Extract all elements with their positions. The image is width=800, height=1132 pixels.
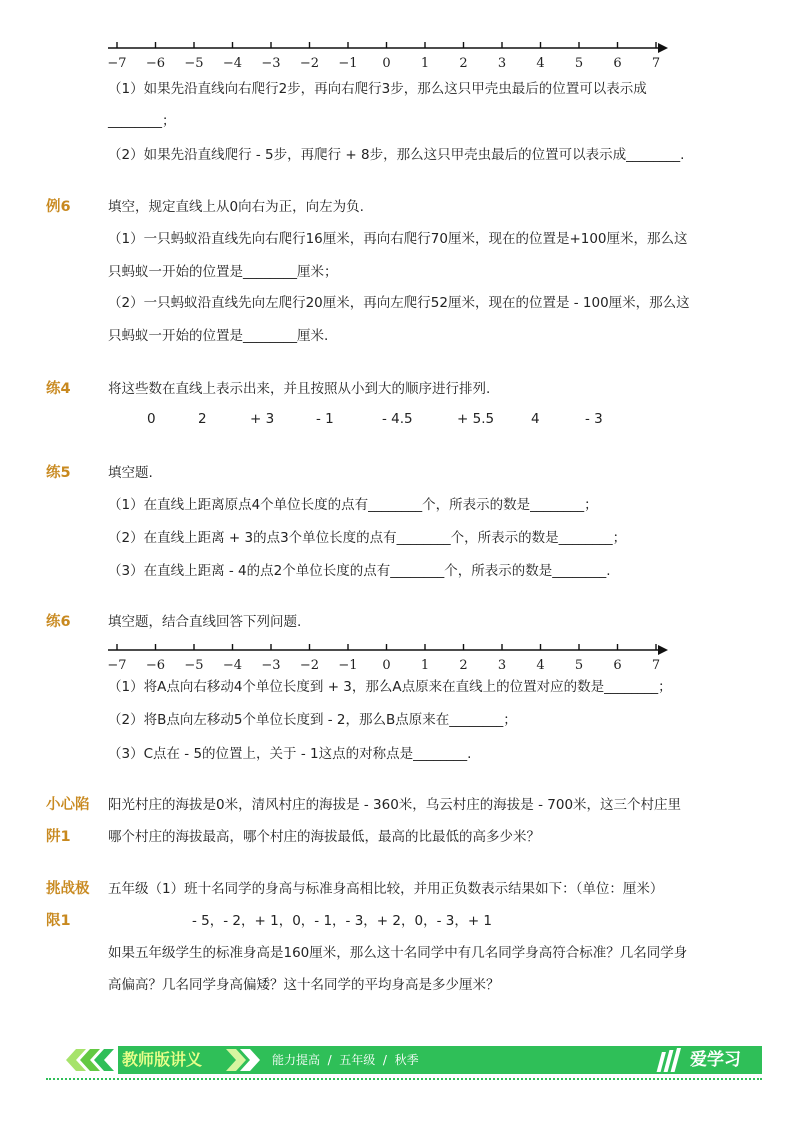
number-line-tick-label: −7 — [107, 56, 127, 71]
footer-brand: 爱学习 — [690, 1050, 741, 1070]
number-line-tick-label: 6 — [613, 658, 622, 673]
number-item: + 3 — [250, 411, 275, 427]
number-line-tick-label: −5 — [184, 658, 204, 673]
prac4-intro: 将这些数在直线上表示出来，并且按照从小到大的顺序进行排列. — [108, 381, 491, 397]
brand-logo-icon — [657, 1048, 681, 1072]
top-q1-line1: （1）如果先沿直线向右爬行2步，再向右爬行3步，那么这只甲壳虫最后的位置可以表示成 — [108, 81, 647, 97]
number-line-tick-label: −6 — [145, 56, 166, 71]
number-line-tick-label: 1 — [420, 658, 430, 673]
example-6-label: 例6 — [46, 199, 71, 215]
number-line-tick-label: 0 — [382, 56, 391, 71]
caution-label-line1: 小心陷 — [46, 797, 90, 813]
caution-label-line2: 阱1 — [46, 829, 71, 845]
prac5-q2: （2）在直线上距离 + 3的点3个单位长度的点有________个，所表示的数是________； — [108, 530, 627, 546]
number-item: + 5.5 — [457, 411, 495, 427]
number-item: 0 — [147, 411, 156, 427]
ex6-q1-line1: （1）一只蚂蚁沿直线先向右爬行16厘米，再向右爬行70厘米，现在的位置是+100厘米，那么这 — [108, 231, 688, 247]
practice-4-label: 练4 — [46, 381, 71, 397]
number-line-practice-6 — [100, 636, 680, 676]
prac5-intro: 填空题. — [108, 465, 153, 481]
number-line-tick-label: −4 — [222, 658, 243, 673]
ex6-q1-line2: 只蚂蚁一开始的位置是________厘米； — [108, 264, 338, 280]
number-line-tick-label: 7 — [651, 658, 661, 673]
footer-banner — [46, 1046, 762, 1074]
prac6-q2: （2）将B点向左移动5个单位长度到 - 2，那么B点原来在________； — [108, 712, 517, 728]
number-line-tick-label: −4 — [222, 56, 243, 71]
number-line-tick-label: 3 — [497, 56, 507, 71]
number-item: - 1 — [316, 411, 334, 427]
challenge-line3: 如果五年级学生的标准身高是160厘米，那么这十名同学中有几名同学身高符合标准？几名同学身 — [108, 945, 688, 961]
footer-title: 教师版讲义 — [122, 1050, 203, 1069]
number-line-tick-label: 4 — [536, 56, 545, 71]
number-line-tick-label: 5 — [574, 56, 584, 71]
chevrons-right-icon — [226, 1049, 260, 1071]
number-line-tick-label: 2 — [459, 658, 468, 673]
number-line-tick-label: 5 — [574, 658, 584, 673]
number-line-tick-label: −7 — [107, 658, 127, 673]
challenge-values: - 5，- 2，+ 1，0，- 1，- 3，+ 2，0，- 3，+ 1 — [192, 913, 493, 929]
ex6-intro: 填空，规定直线上从0向右为正，向左为负. — [108, 199, 364, 215]
number-line-tick-label: −2 — [299, 56, 320, 71]
ex6-q2-line1: （2）一只蚂蚁沿直线先向左爬行20厘米，再向左爬行52厘米，现在的位置是 - 100厘米，那么这 — [108, 295, 690, 311]
practice-6-label: 练6 — [46, 614, 71, 630]
number-item: 2 — [198, 411, 207, 427]
number-line-tick-label: 1 — [420, 56, 430, 71]
footer-dotted-divider — [46, 1078, 762, 1080]
number-line-tick-label: 6 — [613, 56, 622, 71]
number-line-tick-label: −2 — [299, 658, 320, 673]
number-line-top — [100, 34, 680, 74]
prac6-q1: （1）将A点向右移动4个单位长度到 + 3，那么A点原来在直线上的位置对应的数是________； — [108, 679, 672, 695]
number-line-tick-label: −6 — [145, 658, 166, 673]
footer-breadcrumb: 能力提高 / 五年级 / 秋季 — [272, 1053, 419, 1067]
top-q1-line2: ________； — [108, 113, 176, 129]
ex6-q2-line2: 只蚂蚁一开始的位置是________厘米. — [108, 328, 329, 344]
number-line-tick-label: −1 — [338, 658, 358, 673]
number-item: - 3 — [585, 411, 603, 427]
prac5-q1: （1）在直线上距离原点4个单位长度的点有________个，所表示的数是________； — [108, 497, 598, 513]
prac5-q3: （3）在直线上距离 - 4的点2个单位长度的点有________个，所表示的数是________. — [108, 563, 611, 579]
challenge-label-line2: 限1 — [46, 913, 71, 929]
arrow-icon — [658, 43, 668, 53]
number-line-tick-label: 0 — [382, 658, 391, 673]
number-line-tick-label: 3 — [497, 658, 507, 673]
number-line-tick-label: −3 — [261, 56, 281, 71]
top-q2: （2）如果先沿直线爬行 - 5步，再爬行 + 8步，那么这只甲壳虫最后的位置可以表示成________. — [108, 147, 685, 163]
number-item: 4 — [531, 411, 540, 427]
challenge-line4: 高偏高？几名同学身高偏矮？这十名同学的平均身高是多少厘米？ — [108, 977, 500, 993]
practice-5-label: 练5 — [46, 465, 71, 481]
number-item: - 4.5 — [382, 411, 413, 427]
arrow-icon — [658, 645, 668, 655]
prac6-intro: 填空题，结合直线回答下列问题. — [108, 614, 302, 630]
number-line-tick-label: −3 — [261, 658, 281, 673]
caution-line1: 阳光村庄的海拔是0米，清风村庄的海拔是 - 360米，乌云村庄的海拔是 - 700米，这三个村庄里 — [108, 797, 682, 813]
challenge-intro: 五年级（1）班十名同学的身高与标准身高相比较，并用正负数表示结果如下：（单位：厘米） — [108, 881, 664, 897]
number-line-tick-label: −5 — [184, 56, 204, 71]
number-line-tick-label: −1 — [338, 56, 358, 71]
number-line-tick-label: 2 — [459, 56, 468, 71]
number-line-tick-label: 7 — [651, 56, 661, 71]
caution-line2: 哪个村庄的海拔最高，哪个村庄的海拔最低，最高的比最低的高多少米？ — [108, 829, 540, 845]
number-line-tick-label: 4 — [536, 658, 545, 673]
prac6-q3: （3）C点在 - 5的位置上，关于 - 1这点的对称点是________. — [108, 746, 472, 762]
challenge-label-line1: 挑战极 — [46, 881, 90, 897]
